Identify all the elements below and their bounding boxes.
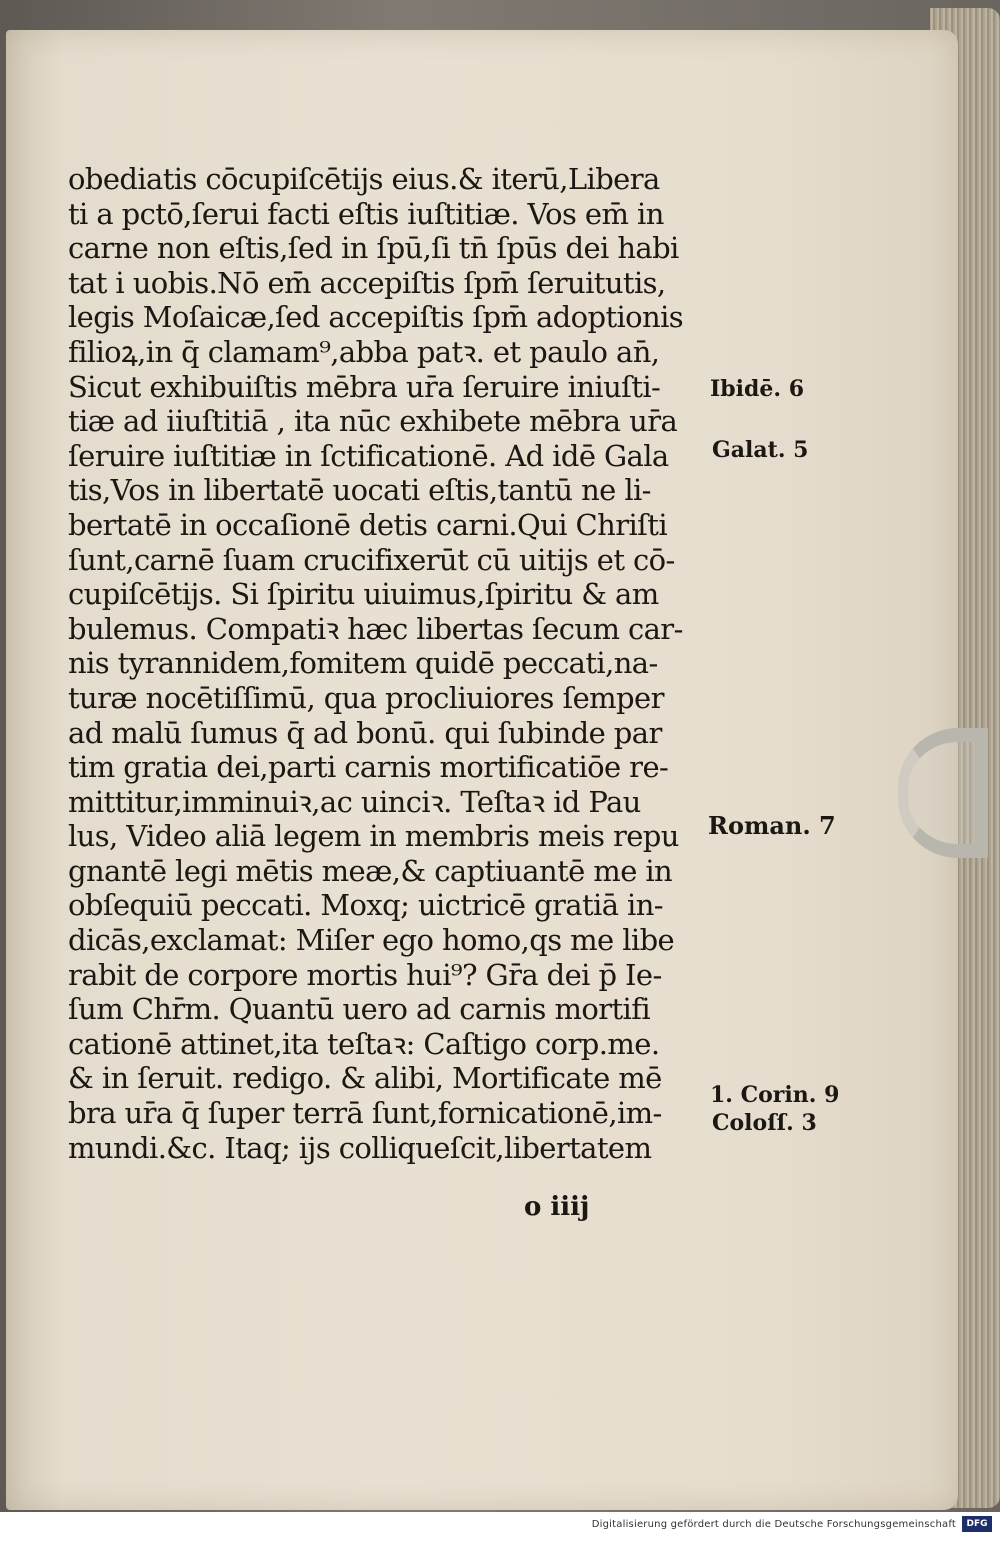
text-line: lus, Video aliā legem in membris meis repu <box>68 819 679 854</box>
text-line: bertatē in occaſionē detis carni.Qui Chriſti <box>68 507 668 542</box>
footer-credit: Digitalisierung gefördert durch die Deutsche Forschungsgemeinschaft <box>591 1519 956 1530</box>
text-line: ſeruire iuſtitiæ in ſctificationē. Ad idē Gala <box>68 438 669 473</box>
text-line: rabit de corpore mortis hui⁹? Gr̄a dei p̄ Ie- <box>68 957 662 992</box>
text-line: ſunt,carnē ſuam crucifixerūt cū uitijs et cō- <box>68 542 675 577</box>
margin-note: Ibidē. 6 <box>710 376 805 402</box>
text-line: mittitur,imminuiꝛ,ac uinciꝛ. Teſtaꝛ id Pau <box>68 784 641 819</box>
text-line: nis tyrannidem,fomitem quidē peccati,na- <box>68 646 658 681</box>
text-line: legis Moſaicæ,ſed accepiſtis ſpm̄ adoptionis <box>68 300 684 335</box>
text-line: filioꝝ,in q̄ clamam⁹,abba patꝛ. et paulo an̄, <box>68 334 660 369</box>
margin-note: Coloſſ. 3 <box>712 1110 817 1136</box>
margin-note: Roman. 7 <box>708 811 836 840</box>
text-line: ſum Chr̄m. Quantū uero ad carnis mortifi <box>68 992 651 1027</box>
text-line: ti a pctō,ſerui facti eſtis iuſtitiæ. Vos em̄ in <box>68 196 664 231</box>
text-line: bulemus. Compatiꝛ hæc libertas ſecum car- <box>68 611 683 646</box>
footer-bar <box>0 1512 1000 1552</box>
text-line: ad malū ſumus q̄ ad bonū. qui ſubinde par <box>68 715 662 750</box>
text-line: obſequiū peccati. Moxq; uictricē gratiā in- <box>68 888 663 923</box>
text-line: gnantē legi mētis meæ,& captiuantē me in <box>68 853 673 888</box>
signature-mark: o iiij <box>524 1192 590 1222</box>
text-line: dicās,exclamat: Miſer ego homo,qs me libe <box>68 923 675 958</box>
text-line: tis,Vos in libertatē uocati eſtis,tantū ne li- <box>68 473 651 508</box>
margin-note: Galat. 5 <box>712 437 809 463</box>
text-line: mundi.&c. Itaq; ijs colliqueſcit,libertatem <box>68 1130 652 1165</box>
text-line: Sicut exhibuiſtis mēbra ur̄a ſeruire iniuſti- <box>68 369 661 404</box>
text-line: tiæ ad iiuſtitiā , ita nūc exhibete mēbra ur̄a <box>68 404 678 439</box>
margin-note: 1. Corin. 9 <box>710 1082 840 1108</box>
text-line: cationē attinet,ita teſtaꝛ: Caſtigo corp.me. <box>68 1026 660 1061</box>
text-line: cupiſcētijs. Si ſpiritu uiuimus,ſpiritu & am <box>68 577 659 612</box>
text-line: carne non eſtis,ſed in ſpū,ſi tn̄ ſpūs dei habi <box>68 231 679 266</box>
text-line: tim gratia dei,parti carnis mortificatiōe re- <box>68 750 669 785</box>
main-text <box>68 162 708 1165</box>
text-line: bra ur̄a q̄ ſuper terrā ſunt,fornicationē,im- <box>68 1096 662 1131</box>
text-line: turæ nocētiſſimū, qua procliuiores ſemper <box>68 680 664 715</box>
text-line: tat i uobis.Nō em̄ accepiſtis ſpm̄ ſeruitutis, <box>68 265 666 300</box>
text-line: & in ſeruit. redigo. & alibi, Mortificate mē <box>68 1061 662 1096</box>
dfg-logo: DFG <box>962 1516 992 1532</box>
text-line: obediatis cōcupiſcētijs eius.& iterū,Libera <box>68 162 660 196</box>
